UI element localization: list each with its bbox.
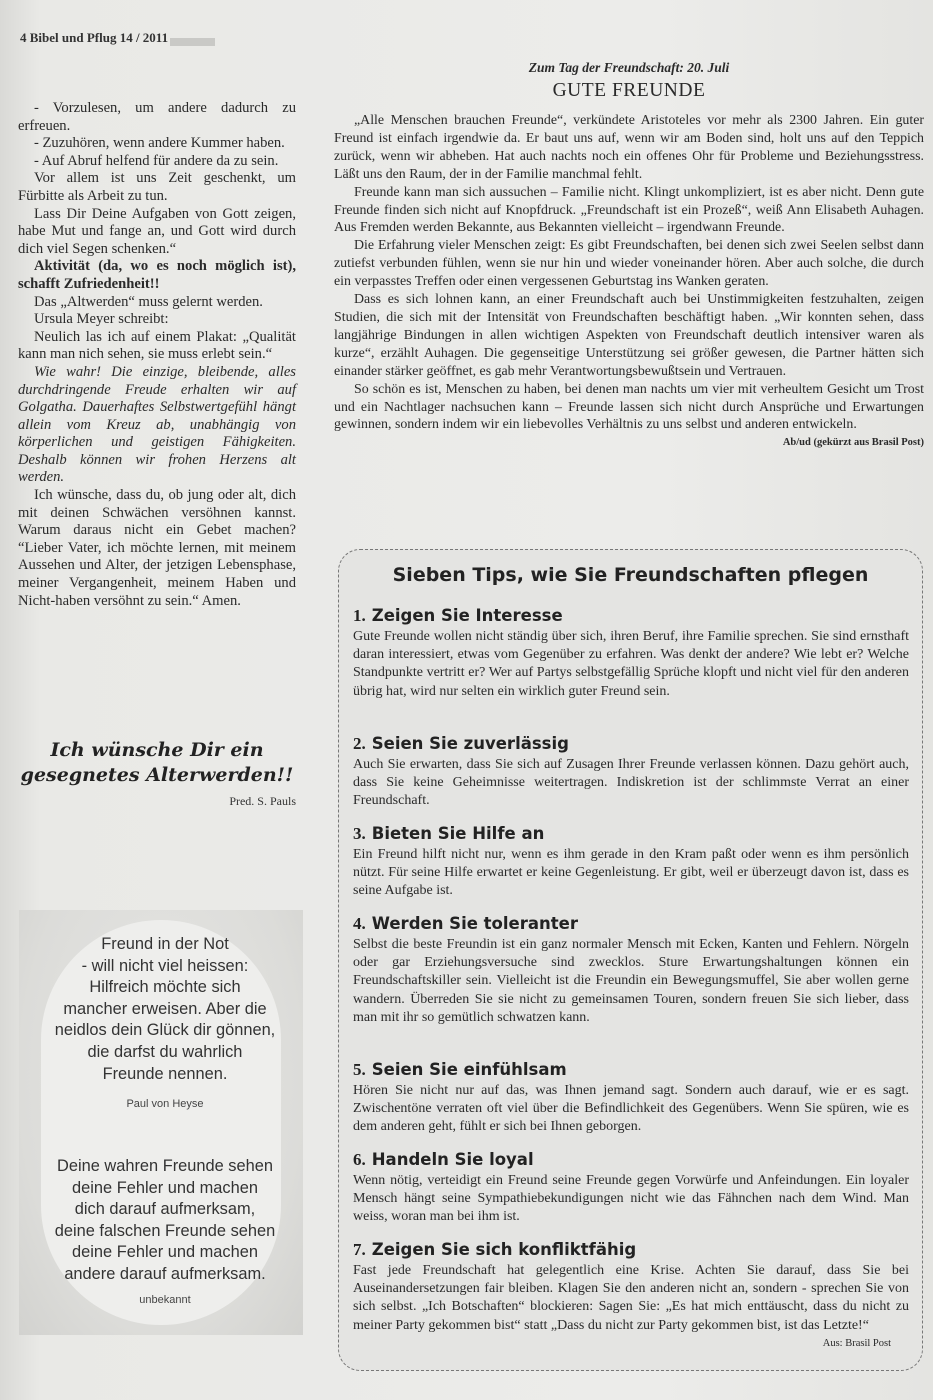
article-paragraph [334, 381, 924, 449]
page-header: 4 Bibel und Pflug 14 / 2011 [20, 30, 169, 45]
left-paragraph: Neulich las ich auf einem Plakat: „Qualität kann man nich sehen, sie muss erlebt sein.“ [18, 328, 296, 363]
tips-box [338, 549, 923, 1371]
tip-heading [353, 606, 909, 626]
tip-heading-text: Zeigen Sie Interesse [371, 606, 563, 625]
wish-line: Ich wünsche Dir ein [50, 739, 264, 761]
left-paragraph: Ursula Meyer schreibt: [34, 311, 169, 328]
article-paragraph: Freunde kann man sich aussuchen – Familie nicht. Klingt unkompliziert, ist es aber nicht. Denn gute Freunde finden sich nicht auf Knopfdruck. „Freundschaft ist ein Prozeß“, weiß Ann Elisabeth Auhagen. Aus Fremden werden Bekannte, aus Bekannten vielleicht – irgendwann Freunde. [334, 184, 924, 236]
quote-line: dich darauf aufmerksam, [74, 1200, 256, 1219]
tip-text: Hören Sie nicht nur auf das, was Ihnen jemand sagt. Sondern auch darauf, wie er es sagt. Zwischentöne verraten oft viel über die Befindlichkeit des Gegenübers. Wenn Sie spüren, wie es dem anderen geht, fühlt er sich bei Ihnen geborgen. [353, 1083, 909, 1135]
tip-number: 6. [353, 1150, 366, 1169]
tip-heading [353, 1060, 909, 1080]
tips-title: Sieben Tips, wie Sie Freundschaften pflegen [392, 564, 869, 586]
tip-number: 5. [353, 1060, 366, 1079]
tip-heading-text: Seien Sie zuverlässig [371, 734, 569, 753]
quote-true-friends [40, 1156, 290, 1286]
left-paragraph: Lass Dir Deine Aufgaben von Gott zeigen, habe Mut und fange an, und Gott wird durch dich viel Segen schenken.“ [18, 205, 296, 257]
tip-text [353, 1262, 909, 1349]
header-bar [170, 38, 215, 46]
tip-number: 7. [353, 1240, 366, 1259]
article-paragraph: Dass es sich lohnen kann, an einer Freundschaft auch bei Unstimmigkeiten festzuhalten, zeigen Studien, die sich mit der Intensität von Freundschaften beschäftigt haben. „Wir konnten sehen, dass langjährige Bindungen in allen wichtigen Aspekten von Freundschaft deutlich intensiver waren als kurze“, erzählt Auhagen. Die gegenseitige Unterstützung sei größer gewesen, die Partner hätten sich einander stärker geöffnet, es gab mehr Verantwortungsbewußtsein und Vertrauen. [334, 292, 924, 379]
tip-heading-text: Seien Sie einfühlsam [371, 1060, 567, 1079]
tip-heading [353, 1240, 909, 1260]
tip-item [353, 824, 909, 901]
tip-heading [353, 734, 909, 754]
quote-line: deine Fehler und machen [72, 1243, 258, 1262]
left-paragraph: - Zuzuhören, wenn andere Kummer haben. [34, 135, 285, 152]
quote-line: Freunde nennen. [102, 1064, 228, 1083]
tip-number: 4. [353, 914, 366, 933]
article-paragraph: „Alle Menschen brauchen Freunde“, verkündete Aristoteles vor mehr als 2300 Jahren. Ein guter Freund ist einfach irgendwie da. Er baut uns auf, wenn wir am Boden sind, holt uns auf den Teppich zurück, wenn wir abheben. Hat auch nachts noch ein offenes Ohr für Probleme und Beziehungsstress. Läßt uns den Raum, der in der Familie manchmal fehlt. [334, 113, 924, 182]
article [334, 60, 924, 452]
tip-number: 2. [353, 734, 366, 753]
quote-friendship [40, 934, 290, 1085]
quote-line: Hilfreich möchte sich [89, 978, 241, 997]
quote-author: Paul von Heyse [126, 1098, 204, 1110]
left-paragraph: Ich wünsche, dass du, ob jung oder alt, dich mit deinen Schwächen versöhnen kannst. Warum daraus nicht ein Gebet machen? “Lieber Vater, ich möchte lernen, mit meinem Aussehen und Alter, der jetzigen Lebensphase, meiner Vergangenheit, meinem Haben und Nicht-haben versöhnt zu sein.“ Amen. [18, 487, 296, 609]
article-last-text: So schön es ist, Menschen zu haben, bei denen man nachts um vier mit verheultem Gesicht um Trost und ein Nachtlager nachsuchen kann – Freunde lassen sich nicht durch Ansprüche und Erwartungen gewinnen, sondern indem wir ein liebevolles Verhältnis zu uns selbst und anderen entwickeln. [334, 381, 924, 433]
article-title: GUTE FREUNDE [552, 80, 706, 101]
quote-line: mancher erweisen. Aber die [63, 999, 267, 1018]
blessing-wish [18, 738, 296, 788]
tip-heading [353, 1150, 909, 1170]
tip-heading-text: Zeigen Sie sich konfliktfähig [371, 1240, 637, 1259]
tip-text: Auch Sie erwarten, dass Sie sich auf Zusagen Ihrer Freunde verlassen können. Dazu gehört auch, dass Sie keine Geheimnisse weitertragen. Indiskretion ist der schlimmste Verrat an einer Freundschaft. [353, 757, 909, 809]
quote-line: die darfst du wahrlich [87, 1042, 243, 1061]
article-kicker: Zum Tag der Freundschaft: 20. Juli [528, 60, 730, 75]
article-source: Ab/ud (gekürzt aus Brasil Post) [782, 437, 924, 449]
left-paragraph: - Auf Abruf helfend für andere da zu sein. [34, 152, 279, 169]
tip-item [353, 914, 909, 1027]
quote-line: deine Fehler und machen [72, 1178, 258, 1197]
wish-signature: Pred. S. Pauls [229, 794, 296, 808]
tip-heading-text: Handeln Sie loyal [371, 1150, 534, 1169]
tip-number: 3. [353, 824, 366, 843]
tip-text-body: Fast jede Freundschaft hat gelegentlich eine Krise. Achten Sie darauf, dass Sie bei Auseinandersetzungen fair bleiben. Klagen Sie den anderen nicht an, sondern - sprechen Sie von sich selbst. „Ich Botschaften“ blockieren: Sagen Sie: „Es hat mich enttäuscht, dass du nicht zu meiner Party gekommen bist“ statt „Dass du nicht zur Party gekommen bist, ist das Letzte!“ [353, 1263, 909, 1333]
wish-line: gesegnetes Alterwerden!! [20, 764, 294, 786]
tips-source: Aus: Brasil Post [822, 1337, 891, 1349]
tip-number: 1. [353, 606, 366, 625]
tip-heading-text: Bieten Sie Hilfe an [371, 824, 545, 843]
quote-line: Freund in der Not [101, 935, 229, 953]
quote-line: Deine wahren Freunde sehen [57, 1157, 273, 1175]
tip-text: Wenn nötig, verteidigt ein Freund seine Freunde gegen Vorwürfe und Anfeindungen. Ein loyaler Mensch hängt seine Sympathiebekundigungen nicht wie das Fähnchen nach dem Wind. Man weiss, woran man bei ihm ist. [353, 1173, 909, 1225]
left-paragraph: Das „Altwerden“ muss gelernt werden. [34, 293, 263, 310]
tip-text: Selbst die beste Freundin ist ein ganz normaler Mensch mit Ecken, Kanten und Fehlern. Nörgeln oder gar Erziehungsversuche sind zwecklos. Sture Erwartungshaltungen können ein Freundschaftskiller sein. Vielleicht ist die Freundin ein Bewegungsmuffel, Sie aber wollen gerne wandern. Überreden Sie sie nicht zu gemeinsamen Touren, sondern freuen Sie sich lieber, dass man mit ihr so gemütlich schwatzen kann. [353, 937, 909, 1025]
tip-item [353, 734, 909, 811]
left-paragraph: - Vorzulesen, um andere dadurch zu erfreuen. [18, 100, 296, 134]
quote-line: deine falschen Freunde sehen [54, 1221, 276, 1240]
left-paragraph-bold: Aktivität (da, wo es noch möglich ist), schafft Zufriedenheit!! [18, 258, 296, 292]
left-paragraph: Vor allem ist uns Zeit geschenkt, um Fürbitte als Arbeit zu tun. [18, 170, 296, 204]
article-paragraph: Die Erfahrung vieler Menschen zeigt: Es gibt Freundschaften, bei denen sich zwei Seelen selbst dann zutiefst verbunden fühlen, wenn sie nur hin und wieder voneinander hören. Aber auch solche, die durch ein verpasstes Treffen oder einen vergessenen Geburtstag ins Wanken geraten. [334, 238, 924, 290]
tip-item [353, 1240, 909, 1353]
quote-line: - will nicht viel heissen: [81, 956, 249, 975]
tip-item [353, 606, 909, 701]
left-paragraph-italic: Wie wahr! Die einzige, bleibende, alles durchdringende Freude erhalten wir auf Golgatha. Dauerhaftes Selbstwertgefühl hängt allein vom Kreuz ab, unabhängig von körperlichen und geistigen Fähigkeiten. Deshalb können wir frohen Herzens alt werden. [18, 363, 296, 486]
quote-author: unbekannt [139, 1294, 191, 1306]
article-body [334, 112, 924, 449]
tip-item [353, 1060, 909, 1137]
tip-heading [353, 824, 909, 844]
tip-heading [353, 914, 909, 934]
quote-line: andere darauf aufmerksam. [64, 1264, 266, 1283]
tip-heading-text: Werden Sie toleranter [371, 914, 578, 933]
left-column [18, 100, 296, 610]
quote-line: neidlos dein Glück dir gönnen, [54, 1021, 276, 1040]
tip-text: Gute Freunde wollen nicht ständig über sich, ihren Beruf, ihre Familie sprechen. Sie sind ernsthaft daran interessiert, etwas vom Gegenüber zu erfahren. Was denkt der andere? Wie lebt er? Welche Standpunkte vertritt er? Wer auf Partys selbstgefällig Sprüche klopft und nicht viel für den anderen übrig hat, wird nur selten ein wirklich guter Freund sein. [353, 629, 909, 699]
tip-item [353, 1150, 909, 1227]
tip-text: Ein Freund hilft nicht nur, wenn es ihm gerade in den Kram paßt oder wenn es ihm persönlich nützt. Für seine Hilfe erwartet er keine Gegenleistung. Er gibt, weil er überzeugt davon ist, dass es seine Aufgabe ist. [353, 847, 909, 899]
